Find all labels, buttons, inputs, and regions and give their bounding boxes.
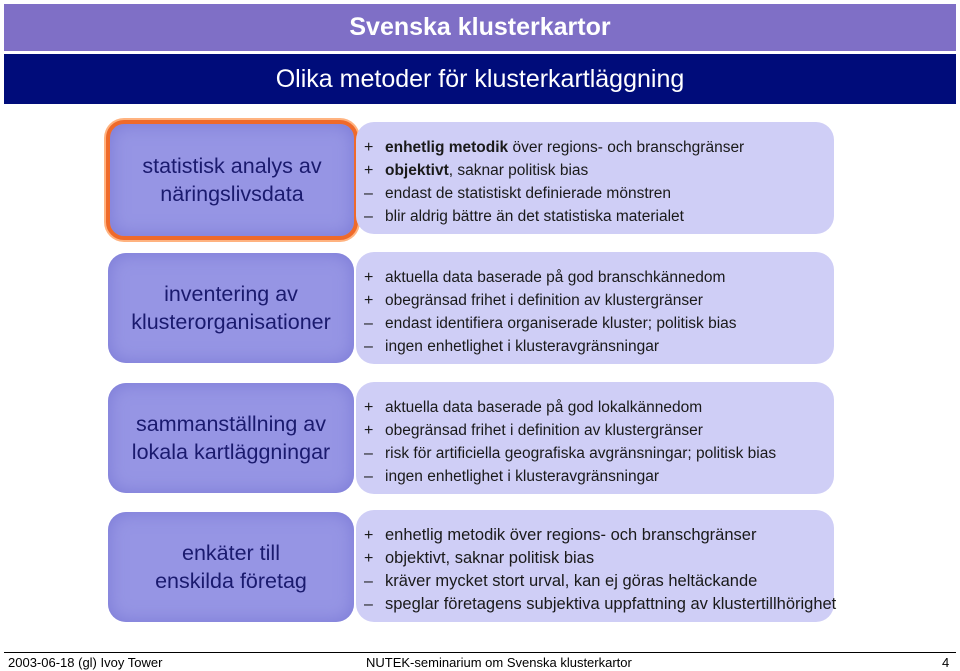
method-label-line: lokala kartläggningar: [131, 440, 331, 464]
plus-symbol: +: [364, 399, 374, 416]
plus-symbol: +: [364, 269, 374, 286]
plus-symbol: +: [364, 550, 374, 567]
point-item: [364, 312, 737, 335]
point-text: , saknar politisk bias: [448, 162, 589, 179]
method-label-line: klusterorganisationer: [131, 310, 331, 334]
method-box-company-surveys[interactable]: [108, 512, 354, 622]
minus-symbol: –: [364, 338, 373, 355]
point-text: ingen enhetlighet i klusteravgränsningar: [385, 468, 660, 485]
page-number: 4: [942, 655, 950, 670]
point-item: [364, 465, 776, 488]
point-text: över regions- och branschgränser: [508, 139, 745, 156]
point-text: aktuella data baserade på god branschkännedom: [385, 269, 726, 286]
method-label-line: sammanställning av: [135, 412, 326, 436]
point-item: [364, 159, 744, 182]
minus-symbol: –: [364, 208, 373, 225]
point-item: [364, 205, 744, 228]
slide-subtitle-bar: [4, 54, 956, 104]
point-item: [364, 547, 836, 570]
method-label-line: statistisk analys av: [142, 154, 322, 178]
method-box-local-mapping-compilation[interactable]: [108, 383, 354, 493]
plus-symbol: +: [364, 292, 374, 309]
method-box-cluster-inventory[interactable]: [108, 253, 354, 363]
plus-symbol: +: [364, 527, 374, 544]
point-item: [364, 266, 737, 289]
plus-symbol: +: [364, 422, 374, 439]
point-text: speglar företagens subjektiva uppfattning av klustertillhörighet: [385, 595, 837, 613]
method-box-statistical-analysis[interactable]: [106, 120, 358, 240]
point-item: [364, 335, 737, 358]
slide-title: Svenska klusterkartor: [349, 13, 611, 41]
point-item: [364, 396, 776, 419]
footer-event: NUTEK-seminarium om Svenska klusterkartor: [366, 655, 632, 670]
method-label-line: näringslivsdata: [160, 182, 304, 206]
point-item: [364, 442, 776, 465]
method-points-cluster-inventory: [356, 252, 834, 364]
minus-symbol: –: [364, 596, 373, 613]
point-bold: objektivt: [385, 162, 449, 179]
point-text: obegränsad frihet i definition av klustergränser: [385, 422, 703, 439]
plus-symbol: +: [364, 162, 374, 179]
slide-title-bar: [4, 4, 956, 51]
slide-subtitle: Olika metoder för klusterkartläggning: [275, 65, 685, 93]
plus-symbol: +: [364, 139, 374, 156]
point-item: [364, 136, 744, 159]
minus-symbol: –: [364, 315, 373, 332]
minus-symbol: –: [364, 445, 373, 462]
point-item: [364, 289, 737, 312]
minus-symbol: –: [364, 573, 373, 590]
point-text: kräver mycket stort urval, kan ej göras heltäckande: [385, 572, 758, 590]
method-points-statistical-analysis: [356, 122, 834, 234]
point-text: enhetlig metodik över regions- och branschgränser: [385, 526, 757, 544]
point-text: endast de statistiskt definierade mönstren: [385, 185, 672, 202]
point-item: [364, 524, 836, 547]
point-text: risk för artificiella geografiska avgränsningar; politisk bias: [385, 445, 777, 462]
method-label-line: enskilda företag: [155, 569, 307, 593]
point-bold: enhetlig metodik: [385, 139, 509, 156]
point-item: [364, 419, 776, 442]
method-points-local-mapping-compilation: [356, 382, 834, 494]
minus-symbol: –: [364, 185, 373, 202]
point-item: [364, 182, 744, 205]
method-label-line: enkäter till: [182, 541, 280, 565]
point-text: ingen enhetlighet i klusteravgränsningar: [385, 338, 660, 355]
minus-symbol: –: [364, 468, 373, 485]
point-item: [364, 593, 836, 616]
point-text: endast identifiera organiserade kluster; politisk bias: [385, 315, 737, 332]
point-text: obegränsad frihet i definition av klustergränser: [385, 292, 703, 309]
footer-date-author: 2003-06-18 (gl) Ivoy Tower: [8, 655, 163, 670]
point-text: objektivt, saknar politisk bias: [385, 549, 595, 567]
point-text: blir aldrig bättre än det statistiska materialet: [385, 208, 684, 225]
point-text: aktuella data baserade på god lokalkännedom: [385, 399, 703, 416]
slide-footer: [4, 652, 956, 671]
method-label-line: inventering av: [164, 282, 298, 306]
point-item: [364, 570, 836, 593]
method-points-company-surveys: [356, 510, 837, 622]
